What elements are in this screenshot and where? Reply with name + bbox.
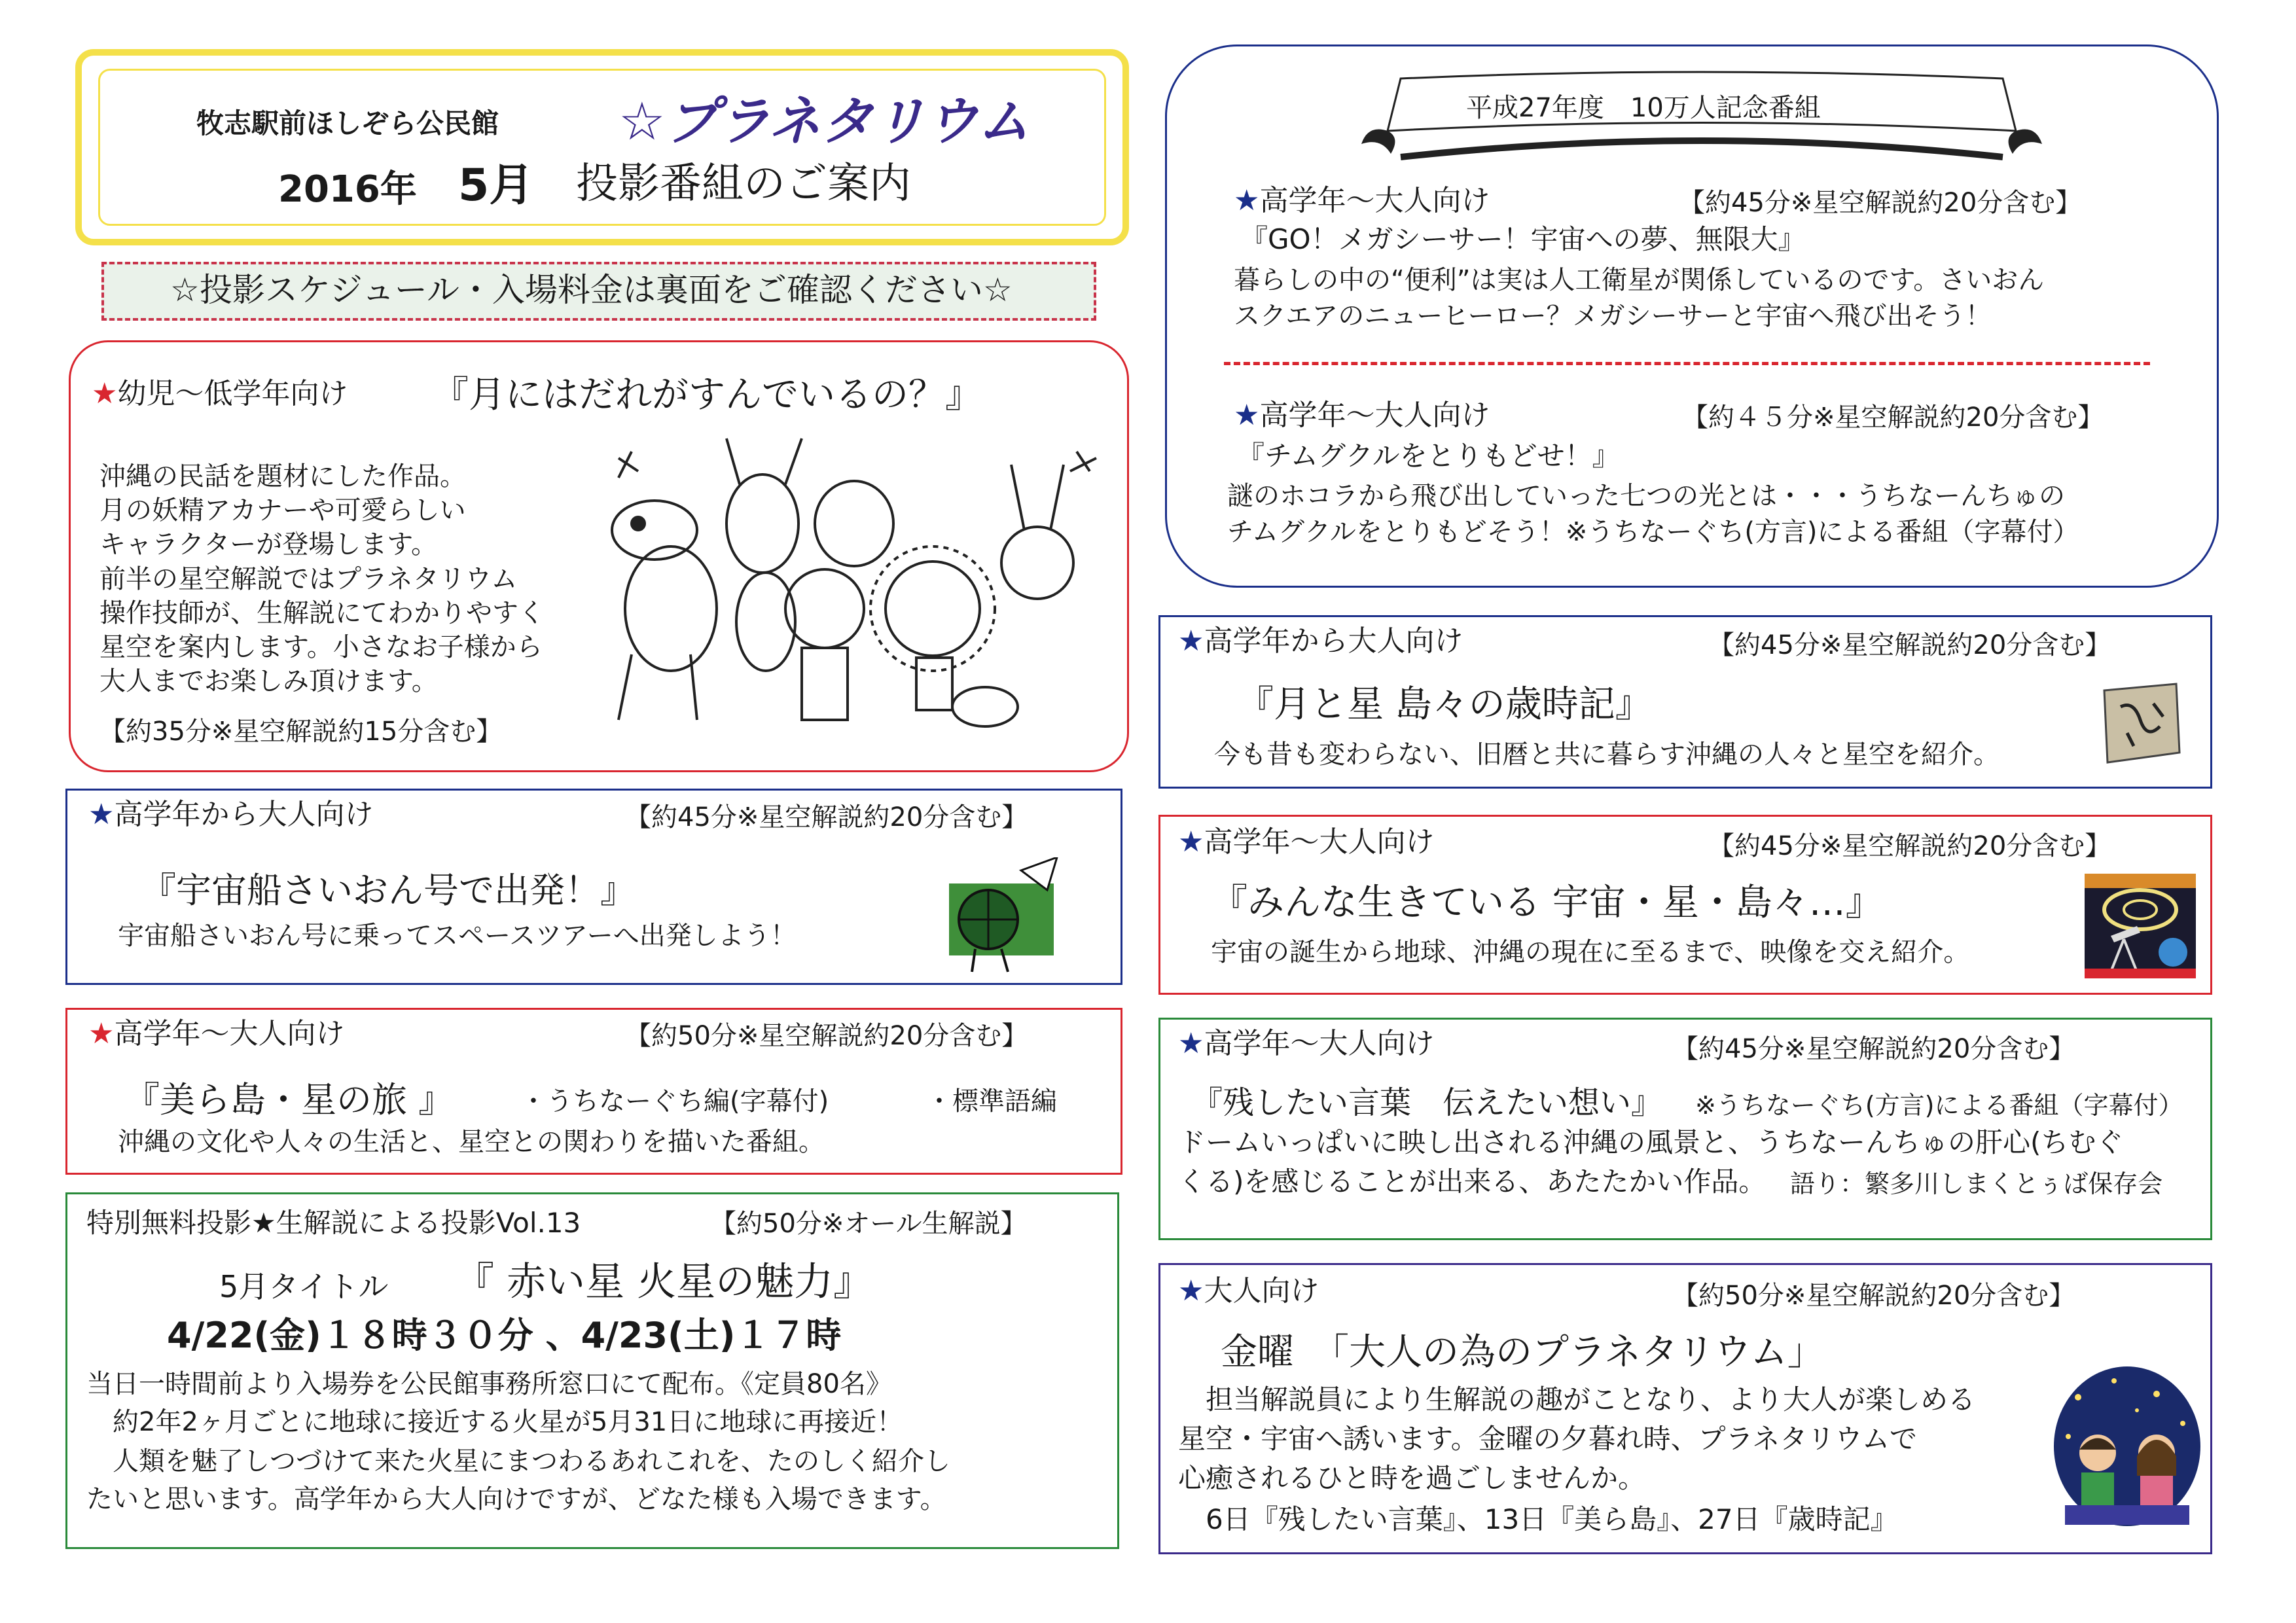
p3-duration: 【約50分※星空解説約20分含む】 (625, 1021, 1028, 1051)
p3-target-label: 高学年～大人向け (114, 1017, 345, 1050)
star-icon: ★ (88, 1017, 115, 1050)
p4-duration: 【約50分※オール生解説】 (710, 1209, 1027, 1239)
r5-body-3: 心癒されるひと時を過ごしませんか。 (1178, 1462, 1646, 1494)
p1-body-1: 沖縄の民話を題材にした作品。 (99, 461, 466, 491)
p4-body-4: たいと思います。高学年から大人向けですが、どなた様も入場できます。 (86, 1484, 946, 1514)
r4-title-note: ※うちなーぐち(方言)による番組（字幕付） (1695, 1091, 2183, 1120)
star-icon: ★ (88, 798, 115, 831)
p1-title: 『月にはだれがすんでいるの？』 (432, 374, 982, 416)
r1b-body-1: 謎のホコラから飛び出していった七つの光とは・・・うちなーんちゅの (1227, 481, 2065, 511)
p4-title: 『 赤い星 火星の魅力』 (455, 1259, 873, 1305)
r1a-target (1234, 185, 1490, 218)
r2-title: 『月と星 島々の歳時記』 (1237, 683, 1652, 726)
r1a-body-2: スクエアのニューヒーロー？メガシーサーと宇宙へ飛び出そう！ (1234, 301, 1992, 331)
year: 2016年 (278, 168, 417, 211)
r5-title: 金曜 「大人の為のプラネタリウム」 (1221, 1331, 1824, 1374)
p4-title-label: 5月タイトル (219, 1269, 389, 1304)
p1-body-6: 星空を案内します。小さなお子様から (99, 632, 543, 662)
r1a-title: 『GO！メガシーサー！宇宙への夢、無限大』 (1240, 223, 1806, 255)
r2-body: 今も昔も変わらない、旧暦と共に暮らす沖縄の人々と星空を紹介。 (1214, 740, 2000, 770)
r2-duration: 【約45分※星空解説約20分含む】 (1708, 630, 2111, 660)
r5-target-label: 大人向け (1204, 1274, 1319, 1308)
star-icon: ★ (1234, 399, 1260, 432)
p4-body-3: 人類を魅了しつづけて来た火星にまつわるあれこれを、たのしく紹介し (86, 1446, 950, 1476)
r4-target-label: 高学年～大人向け (1204, 1027, 1435, 1060)
r2-target-label: 高学年から大人向け (1204, 624, 1463, 658)
r1a-body-1: 暮らしの中の“便利”は実は人工衛星が関係しているのです。さいおん (1234, 265, 2045, 295)
p3-body: 沖縄の文化や人々の生活と、星空との関わりを描いた番組。 (118, 1127, 825, 1157)
r1b-body-2: チムグクルをとりもどそう！※うちなーぐち(方言)による番組（字幕付） (1227, 517, 2079, 547)
p1-target-label: 幼児～低学年向け (117, 377, 348, 410)
p3-version-1: ・うちなーぐち編(字幕付) (520, 1086, 829, 1116)
r1b-target (1234, 399, 1490, 433)
month: 5月 (458, 160, 534, 211)
p4-header: 特別無料投影★生解説による投影Vol.13 (86, 1207, 581, 1239)
r1b-target-label: 高学年～大人向け (1259, 399, 1490, 432)
moon-fairy-characters-icon (592, 432, 1103, 740)
p1-body-2: 月の妖精アカナーや可愛らしい (99, 495, 466, 526)
r1a-target-label: 高学年～大人向け (1259, 184, 1490, 217)
r5-body-2: 星空・宇宙へ誘います。金曜の夕暮れ時、プラネタリウムで (1178, 1423, 1917, 1455)
r3-duration: 【約45分※星空解説約20分含む】 (1708, 831, 2111, 861)
anniversary-banner-text: 平成27年度 10万人記念番組 (1466, 93, 1821, 123)
page-subtitle: 投影番組のご案内 (576, 160, 911, 208)
p3-title: 『美ら島・星の旅 』 (124, 1079, 454, 1120)
r5-target (1178, 1275, 1319, 1308)
r5-body-1: 担当解説員により生解説の趣がことなり、より大人が楽しめる (1178, 1383, 1976, 1416)
globe-spaceship-icon (936, 857, 1067, 975)
r1b-title: 『チムグクルをとりもどせ！』 (1237, 440, 1620, 472)
r1a-duration: 【約45分※星空解説約20分含む】 (1679, 188, 2082, 218)
p1-body-3: キャラクターが登場します。 (99, 529, 437, 560)
star-icon: ★ (1178, 1274, 1204, 1308)
venue-name: 牧志駅前ほしぞら公民館 (196, 107, 499, 139)
p2-body: 宇宙船さいおん号に乗ってスペースツアーへ出発しよう！ (118, 921, 797, 951)
r4-narration: 語り：繁多川しまくとぅば保存会 (1790, 1169, 2163, 1198)
p4-dates: 4/22(金)１８時３０分 、4/23(土)１７時 (167, 1315, 842, 1356)
p4-body-1: 当日一時間前より入場券を公民館事務所窓口にて配布。《定員80名》 (86, 1369, 892, 1399)
dashed-divider (1224, 362, 2150, 365)
r4-duration: 【約45分※星空解説約20分含む】 (1672, 1034, 2075, 1064)
r5-body-4: 6日『残したい言葉』、13日『美ら島』、27日『歳時記』 (1178, 1503, 1898, 1535)
p2-target-label: 高学年から大人向け (114, 798, 374, 831)
star-icon: ★ (1234, 184, 1260, 217)
p2-target (88, 798, 373, 832)
p2-title: 『宇宙船さいおん号で出発！』 (141, 870, 636, 911)
calligraphy-tile-icon (2094, 681, 2186, 766)
brand-title: ☆プラネタリウム (619, 91, 1030, 152)
r3-body: 宇宙の誕生から地球、沖縄の現在に至るまで、映像を交え紹介。 (1211, 937, 1970, 967)
r3-target-label: 高学年～大人向け (1204, 825, 1435, 859)
star-icon: ★ (1178, 1027, 1204, 1060)
p4-body-2: 約2年2ヶ月ごとに地球に接近する火星が5月31日に地球に再接近！ (86, 1407, 903, 1437)
couple-stargazing-icon (2052, 1364, 2202, 1535)
p3-target (88, 1018, 344, 1051)
p1-body-4: 前半の星空解説ではプラネタリウム (99, 564, 518, 594)
notice-text: ☆投影スケジュール・入場料金は裏面をご確認ください☆ (170, 271, 1013, 309)
p1-body-7: 大人までお楽しみ頂けます。 (99, 666, 438, 696)
galaxy-telescope-icon (2085, 874, 2196, 978)
r4-body-2: くる)を感じることが出来る、あたたかい作品。 (1178, 1166, 1767, 1198)
p1-duration: 【約35分※星空解説約15分含む】 (99, 717, 503, 747)
p3-version-2: ・標準語編 (926, 1086, 1057, 1116)
r1b-duration: 【約４５分※星空解説約20分含む】 (1682, 402, 2104, 433)
r3-target (1178, 826, 1434, 859)
p2-duration: 【約45分※星空解説約20分含む】 (625, 802, 1028, 832)
p1-target (92, 378, 348, 411)
r4-target (1178, 1027, 1434, 1061)
r5-duration: 【約50分※星空解説約20分含む】 (1672, 1281, 2075, 1311)
r4-body-1: ドームいっぱいに映し出される沖縄の風景と、うちなーんちゅの肝心(ちむぐ (1178, 1126, 2124, 1158)
p1-body-5: 操作技師が、生解説にてわかりやすく (99, 598, 545, 628)
star-icon: ★ (92, 377, 118, 410)
star-icon: ★ (1178, 624, 1204, 658)
r4-title: 『残したい言葉 伝えたい想い』 (1191, 1084, 1663, 1121)
r2-target (1178, 625, 1463, 658)
r3-title: 『みんな生きている 宇宙・星・島々…』 (1211, 882, 1882, 924)
star-icon: ★ (1178, 825, 1204, 859)
